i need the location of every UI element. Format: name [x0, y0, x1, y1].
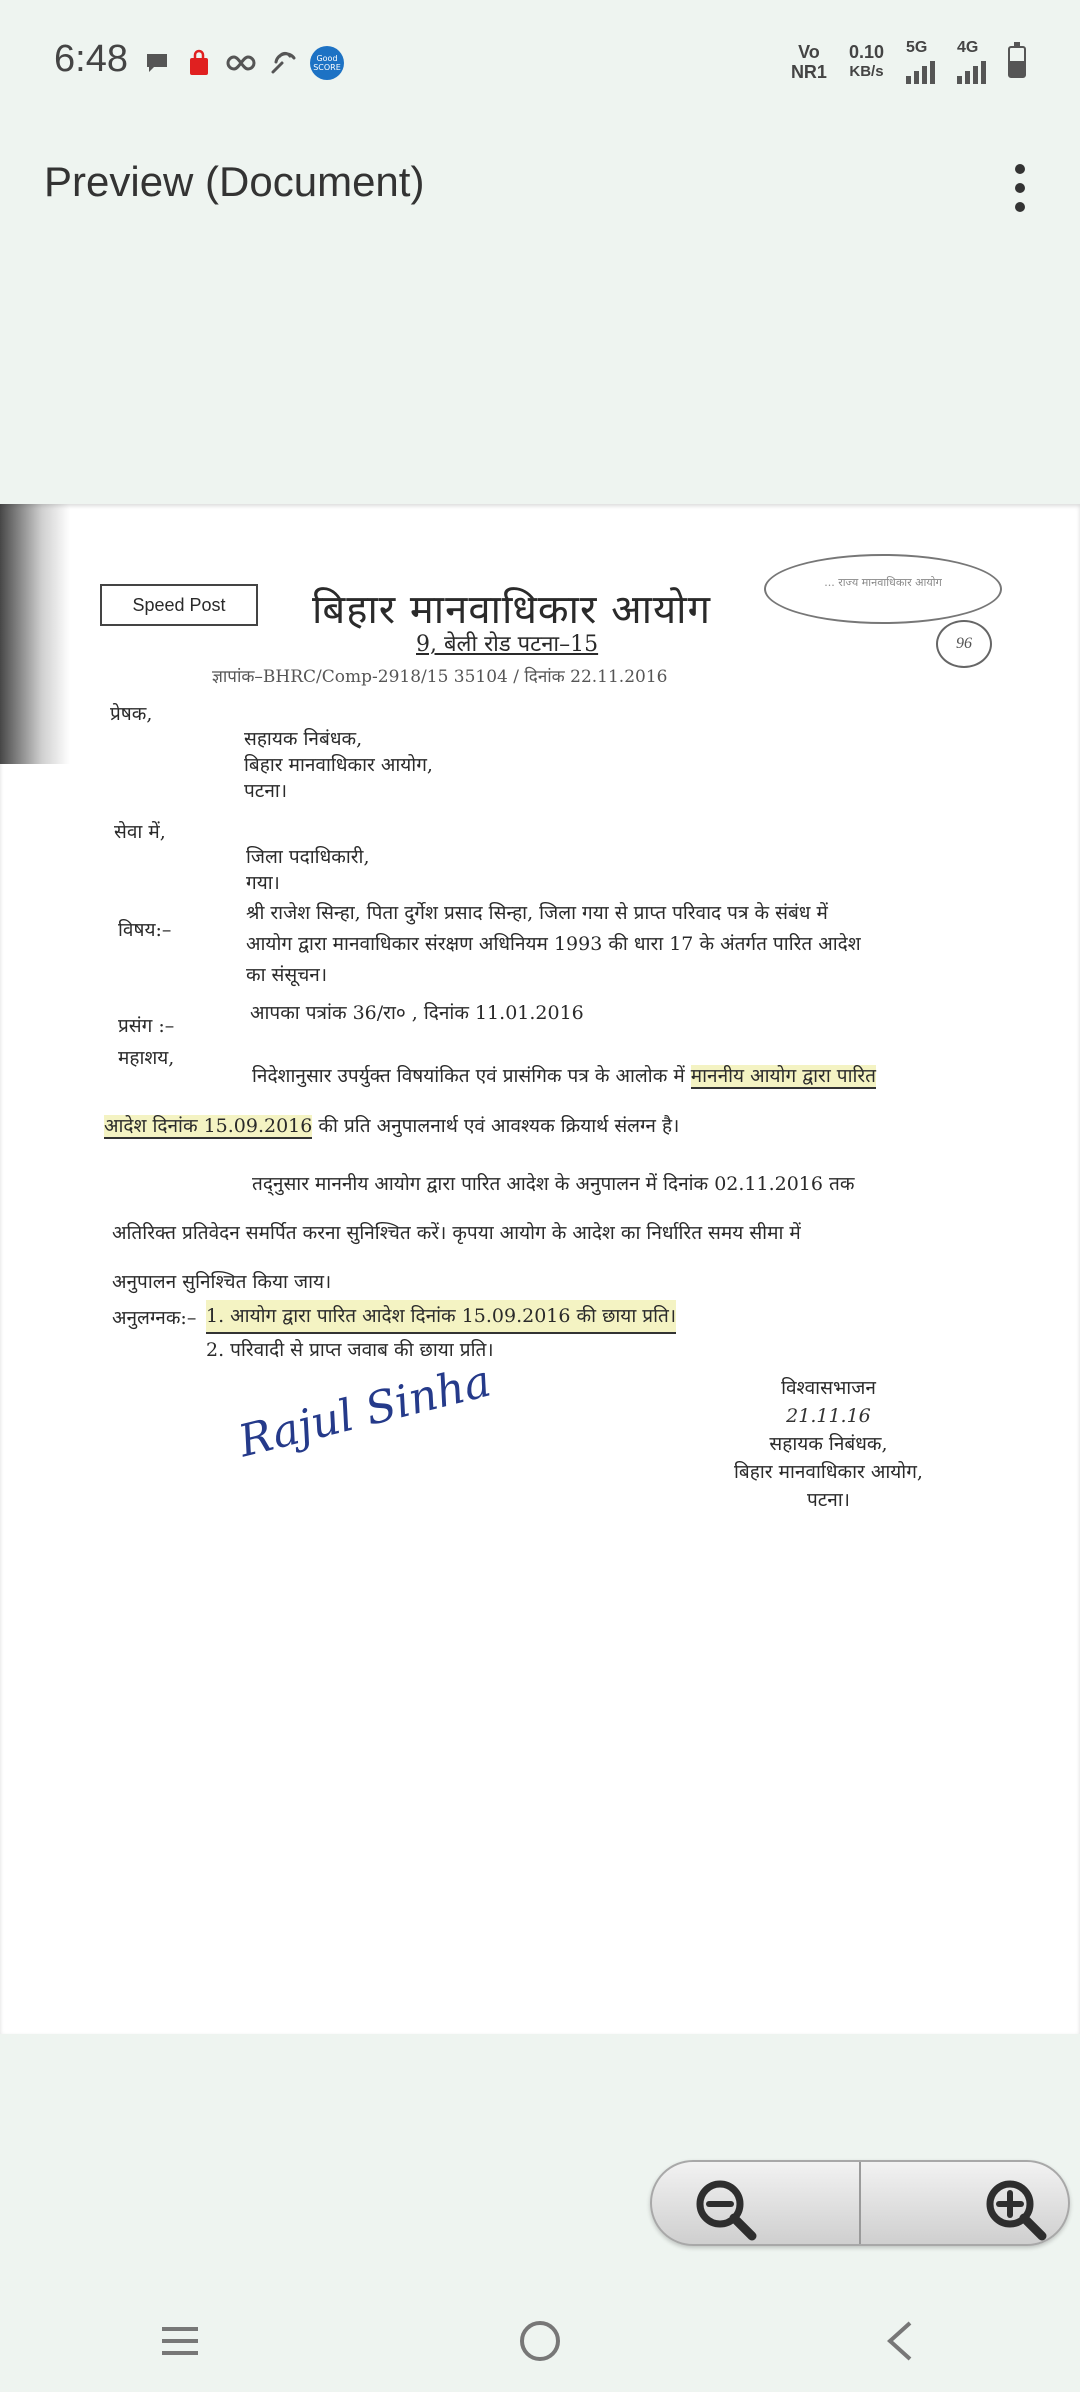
back-icon [882, 2319, 918, 2363]
context-label: प्रसंग :– [118, 1015, 175, 1037]
message-bubble-icon [142, 48, 172, 78]
battery-icon [1008, 46, 1026, 78]
signature: Rajul Sinha [233, 1355, 496, 1468]
scan-shadow [0, 504, 70, 764]
volte-indicator: Vo NR1 [790, 42, 827, 82]
subject-label: विषय:– [118, 919, 172, 941]
recipient-block: जिला पदाधिकारी, गया। [246, 846, 370, 894]
sender-label: प्रेषक, [110, 703, 153, 725]
highlighted-text: आदेश दिनांक 15.09.2016 [104, 1115, 313, 1137]
paragraph-1: निदेशानुसार उपर्युक्त विषयांकित एवं प्रासंगिक पत्र के आलोक में माननीय आयोग द्वारा पारित [252, 1065, 877, 1087]
document-preview[interactable] [0, 504, 1080, 2034]
infinity-icon [226, 48, 256, 78]
signal-bars-icon [906, 56, 935, 84]
official-seal: ... राज्य मानवाधिकार आयोग [764, 554, 1002, 624]
context-text: आपका पत्रांक 36/रा० , दिनांक 11.01.2016 [250, 1002, 584, 1024]
status-time: 6:48 [54, 38, 128, 80]
speed-post-stamp: Speed Post [100, 584, 258, 626]
paragraph-2: तद्नुसार माननीय आयोग द्वारा पारित आदेश के अनुपालन में दिनांक 02.11.2016 तक अतिरिक्त प्रतिवेदन समर्पित करना सुनिश्चित करें। कृपया आयोग के आदेश का निर्धारित समय सीमा में अनुपालन सुनिश्चित किया जाय। [112, 1173, 855, 1293]
page-title: Preview (Document) [44, 158, 425, 205]
sender-block: सहायक निबंधक, बिहार मानवाधिकार आयोग, पटना। [244, 728, 433, 802]
status-right [791, 40, 1026, 84]
subject-block: श्री राजेश सिन्हा, पिता दुर्गेश प्रसाद सिन्हा, जिला गया से प्राप्त परिवाद पत्र के संबंध में आयोग द्वारा मानवाधिकार संरक्षण अधिनियम 1993 की धारा 17 के अंतर्गत पारित आदेश का संसूचन। [246, 902, 861, 986]
zoom-controls [650, 2160, 1070, 2246]
home-button[interactable] [480, 2301, 600, 2381]
enclosure-item: 2. परिवादी से प्राप्त जवाब की छाया प्रति। [206, 1339, 494, 1361]
reference-number: ज्ञापांक–BHRC/Comp-2918/15 35104 / दिनांक 22.11.2016 [212, 667, 668, 687]
sim1-signal: 5G [906, 40, 935, 84]
more-vert-icon[interactable] [1000, 158, 1040, 218]
document-heading: बिहार मानवाधिकार आयोग [312, 587, 712, 633]
zoom-out-button[interactable] [652, 2162, 859, 2244]
navigation-bar [0, 2290, 1080, 2392]
network-speed: 0.10 KB/s [848, 42, 884, 80]
back-button[interactable] [840, 2301, 960, 2381]
salutation: महाशय, [118, 1047, 175, 1069]
zoom-out-icon [692, 2176, 758, 2242]
home-icon [518, 2319, 562, 2363]
menu-icon [158, 2323, 202, 2359]
zoom-in-button[interactable] [859, 2162, 1068, 2244]
score-icon: Good SCORE [310, 46, 344, 80]
shopping-bag-icon [184, 48, 214, 78]
link-icon [268, 48, 298, 78]
highlighted-text: माननीय आयोग द्वारा पारित [690, 1065, 877, 1087]
enclosure-label: अनुलग्नक:– [112, 1307, 197, 1329]
zoom-in-icon [982, 2176, 1048, 2242]
to-label: सेवा में, [114, 821, 166, 843]
enclosure-item: 1. आयोग द्वारा पारित आदेश दिनांक 15.09.2016 की छाया प्रति। [206, 1300, 676, 1334]
notification-icons [142, 46, 344, 80]
status-bar [0, 0, 1080, 130]
recent-apps-button[interactable] [120, 2301, 240, 2381]
document-address: 9, बेली रोड पटना–15 [416, 632, 599, 657]
app-bar [0, 140, 1080, 230]
page-number: 96 [936, 620, 992, 668]
sim2-signal: 4G [957, 40, 986, 84]
sign-block: विश्वासभाजन 21.11.16 सहायक निबंधक, बिहार मानवाधिकार आयोग, पटना। [734, 1377, 923, 1511]
paragraph-1-cont: आदेश दिनांक 15.09.2016 की प्रति अनुपालनार्थ एवं आवश्यक क्रियार्थ संलग्न है। [104, 1115, 680, 1137]
enclosure-list [206, 1300, 676, 1366]
signal-bars-icon [957, 56, 986, 84]
